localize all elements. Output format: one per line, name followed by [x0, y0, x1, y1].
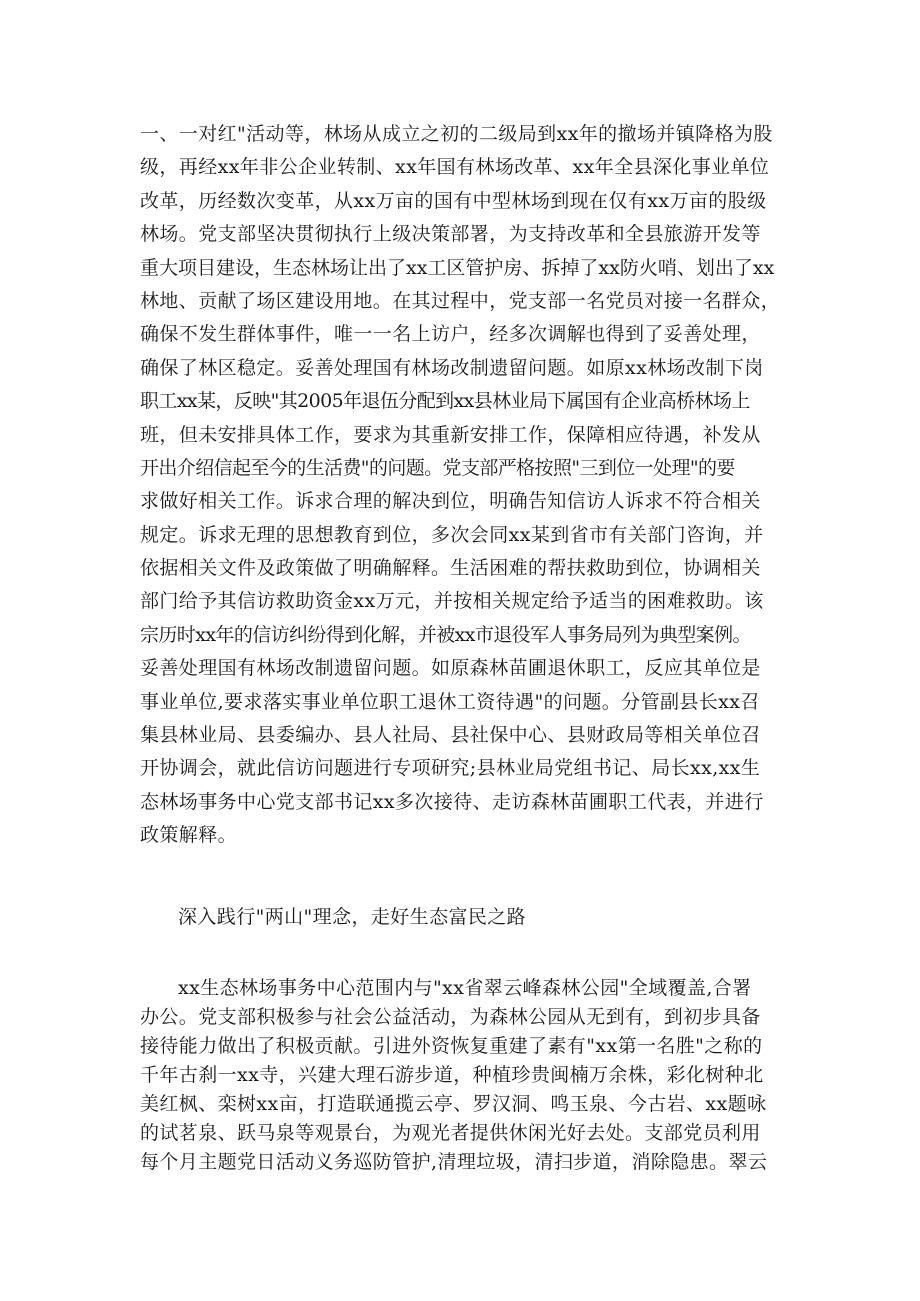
text-line: 职工xx某，反映"其2005年退伍分配到xx县林业局下属国有企业高桥林场上 — [140, 390, 750, 413]
text-line: 级，再经xx年非公企业转制、xx年国有林场改革、xx年全县深化事业单位 — [140, 156, 770, 179]
text-line: 班，但未安排具体工作，要求为其重新安排工作，保障相应待遇，补发从 — [140, 423, 761, 446]
text-line: 林地、贡献了场区建设用地。在其过程中，党支部一名党员对接一名群众， — [140, 289, 781, 312]
body-paragraph-2 — [140, 974, 780, 1177]
text-line: 求做好相关工作。诉求合理的解决到位，明确告知信访人诉求不符合相关 — [140, 490, 761, 513]
text-line: 确保不发生群体事件，唯一一名上访户，经多次调解也得到了妥善处理， — [140, 323, 761, 346]
body-paragraph-1 — [140, 118, 780, 853]
text-line: 重大项目建设，生态林场让出了xx工区管护房、拆掉了xx防火哨、划出了xx — [140, 256, 775, 279]
text-line: 每个月主题党日活动义务巡防管护,清理垃圾，清扫步道，消除隐患。翠云 — [140, 1151, 768, 1173]
text-line: 妥善处理国有林场改制遗留问题。如原森林苗圃退休职工，反应其单位是 — [140, 657, 761, 680]
section-heading — [140, 900, 780, 934]
text-line: 开协调会，就此信访问题进行专项研究;县林业局党组书记、局长xx,xx生 — [140, 757, 761, 780]
text-line: 部门给予其信访救助资金xx万元，并按相关规定给予适当的困难救助。该 — [140, 590, 764, 613]
text-line: 的试茗泉、跃马泉等观景台，为观光者提供休闲光好去处。支部党员利用 — [140, 1122, 761, 1144]
text-line: 办公。党支部积极参与社会公益活动，为森林公园从无到有，到初步具备 — [140, 1006, 761, 1028]
text-line: 美红枫、栾树xx亩，打造联通揽云亭、罗汉洞、鸣玉泉、今古岩、xx题咏 — [140, 1093, 767, 1115]
text-line: 事业单位,要求落实事业单位职工退休工资待遇"的问题。分管副县长xx召 — [140, 690, 760, 713]
text-line: 宗历时xx年的信访纠纷得到化解，并被xx市退役军人事务局列为典型案例。 — [140, 623, 751, 646]
text-line: 开出介绍信起至今的生活费"的问题。党支部严格按照"三到位一处理"的要 — [140, 456, 735, 479]
text-line: 千年古刹一xx寺，兴建大理石游步道，种植珍贵闽楠万余株，彩化树种北 — [140, 1064, 764, 1086]
text-line: xx生态林场事务中心范围内与"xx省翠云峰森林公园"全域覆盖,合署 — [178, 977, 752, 999]
text-line: 改革，历经数次变革，从xx万亩的国有中型林场到现在仅有xx万亩的股级 — [140, 189, 767, 212]
text-line: 政策解释。 — [140, 824, 238, 847]
text-line: 依据相关文件及政策做了明确解释。生活困难的帮扶救助到位，协调相关 — [140, 557, 761, 580]
text-line: 规定。诉求无理的思想教育到位，多次会同xx某到省市有关部门咨询，并 — [140, 523, 764, 546]
section-heading-text: 深入践行"两山"理念，走好生态富民之路 — [178, 906, 527, 928]
text-line: 确保了林区稳定。妥善处理国有林场改制遗留问题。如原xx林场改制下岗 — [140, 356, 764, 379]
text-line: 接待能力做出了积极贡献。引进外资恢复重建了素有"xx第一名胜"之称的 — [140, 1035, 763, 1057]
text-line: 林场。党支部坚决贯彻执行上级决策部署，为支持改革和全县旅游开发等 — [140, 223, 761, 246]
text-line: 态林场事务中心党支部书记xx多次接待、走访森林苗圃职工代表，并进行 — [140, 790, 764, 813]
text-line: 一、一对红"活动等，林场从成立之初的二级局到xx年的撤场并镇降格为股 — [140, 123, 773, 145]
text-line: 集县林业局、县委编办、县人社局、县社保中心、县财政局等相关单位召 — [140, 724, 761, 747]
